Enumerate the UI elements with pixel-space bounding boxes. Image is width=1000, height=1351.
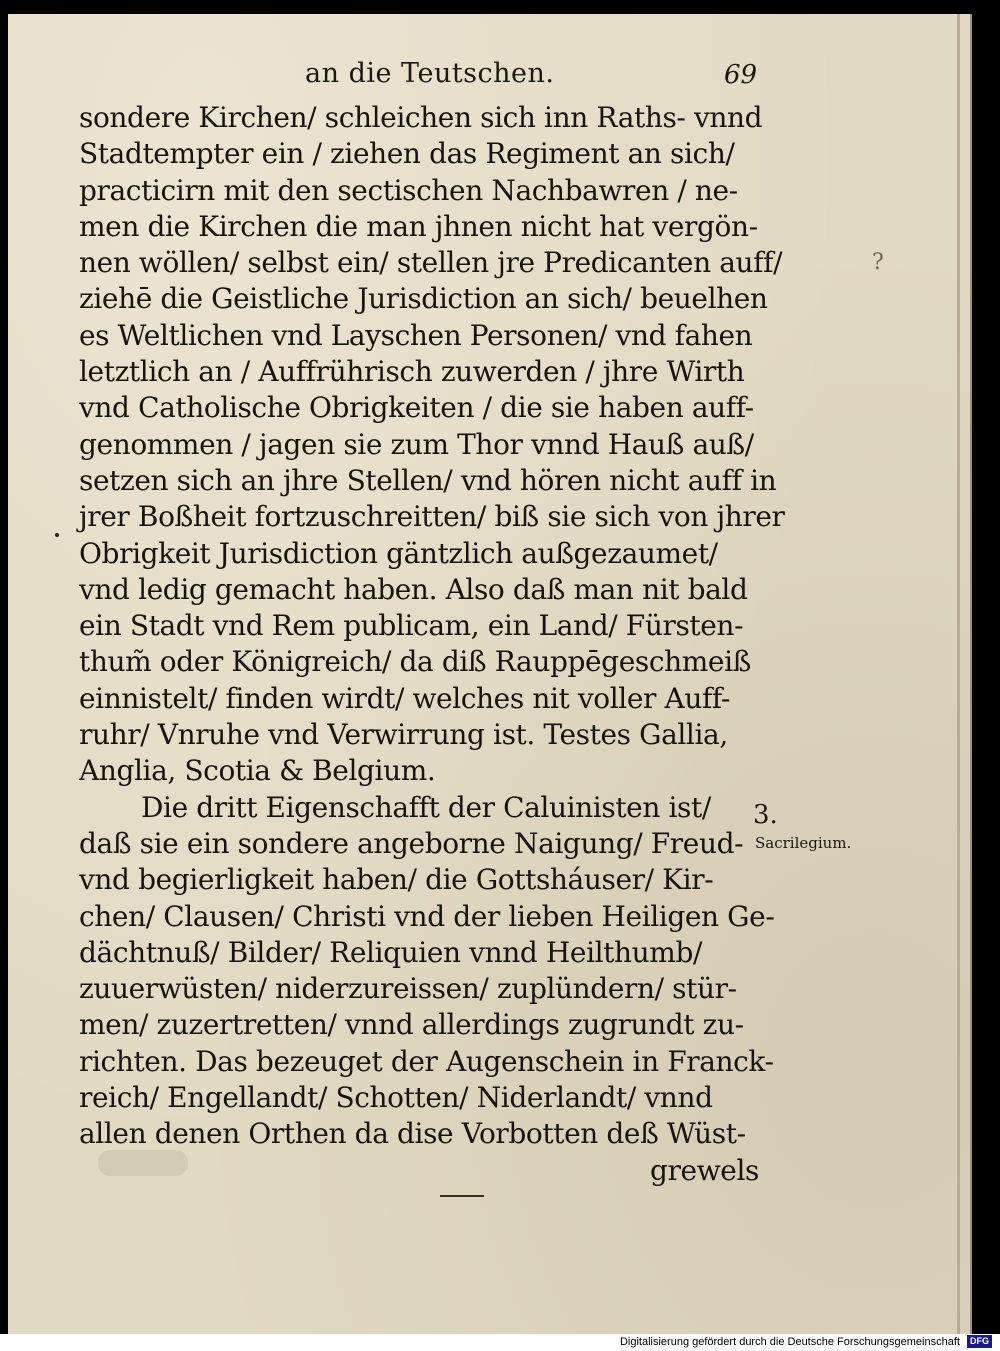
ink-smudge bbox=[98, 1150, 188, 1176]
footer-credit bbox=[620, 1334, 992, 1351]
catchword: grewels bbox=[650, 1153, 759, 1187]
text-line: Obrigkeit Jurisdiction gäntzlich außgezaumet/ bbox=[79, 536, 718, 570]
text-line: reich/ Engellandt/ Schotten/ Niderlandt/ vnnd bbox=[79, 1081, 713, 1115]
page-edge bbox=[957, 14, 960, 1334]
bottom-rule bbox=[440, 1195, 484, 1197]
text-line: ziehē die Geistliche Jurisdiction an sich/ beuelhen bbox=[79, 282, 768, 316]
text-line: vnd ledig gemacht haben. Also daß man nit bald bbox=[79, 572, 748, 606]
running-head: an die Teutschen. bbox=[305, 58, 555, 89]
text-line: vnd Catholische Obrigkeiten / die sie haben auff- bbox=[79, 391, 754, 425]
text-line: thum̃ oder Königreich/ da diß Rauppēgeschmeiß bbox=[79, 645, 751, 679]
text-line: setzen sich an jhre Stellen/ vnd hören nicht auff in bbox=[79, 463, 777, 497]
text-line: ein Stadt vnd Rem publicam, ein Land/ Fürsten- bbox=[79, 609, 744, 643]
text-line: nen wöllen/ selbst ein/ stellen jre Predicanten auff/ bbox=[79, 246, 783, 280]
text-line: Stadtempter ein / ziehen das Regiment an sich/ bbox=[79, 137, 735, 171]
margin-note: Sacrilegium. bbox=[755, 834, 852, 852]
text-line: ruhr/ Vnruhe vnd Verwirrung ist. Testes Gallia, bbox=[79, 718, 728, 752]
text-line: chen/ Clausen/ Christi vnd der lieben Heiligen Ge- bbox=[79, 899, 775, 933]
text-line: richten. Das bezeuget der Augenschein in Franck- bbox=[79, 1044, 774, 1078]
text-line: daß sie ein sondere angeborne Naigung/ Freud- bbox=[79, 826, 744, 860]
footer-credit-text: Digitalisierung gefördert durch die Deutsche Forschungsgemeinschaft bbox=[619, 1336, 960, 1348]
text-line: vnd begierligkeit haben/ die Gottsháuser/ Kir- bbox=[79, 863, 714, 897]
text-line: jrer Boßheit fortzuschreitten/ biß sie sich von jhrer bbox=[79, 500, 785, 534]
text-line: sondere Kirchen/ schleichen sich inn Raths- vnnd bbox=[79, 101, 763, 134]
ink-dot bbox=[55, 533, 59, 537]
text-line: einnistelt/ finden wirdt/ welches nit voller Auff- bbox=[79, 681, 730, 715]
body-text bbox=[79, 100, 785, 1189]
text-line: letztlich an / Auffrührisch zuwerden / jhre Wirth bbox=[79, 355, 745, 389]
text-line: es Weltlichen vnd Layschen Personen/ vnd fahen bbox=[79, 318, 753, 352]
text-line: men/ zuzertretten/ vnnd allerdings zugrundt zu- bbox=[79, 1008, 744, 1042]
margin-mark: ? bbox=[872, 250, 884, 275]
text-line: Anglia, Scotia & Belgium. bbox=[79, 754, 436, 788]
text-line: zuuerwüsten/ niderzureissen/ zuplündern/ stür- bbox=[79, 972, 737, 1006]
margin-number: 3. bbox=[753, 800, 778, 830]
text-line: practicirn mit den sectischen Nachbawren / ne- bbox=[79, 173, 738, 207]
footer-bar bbox=[0, 1334, 1000, 1351]
text-line: genommen / jagen sie zum Thor vnnd Hauß auß/ bbox=[79, 427, 754, 461]
text-line: dächtnuß/ Bilder/ Reliquien vnnd Heilthumb/ bbox=[79, 935, 702, 969]
page-number: 69 bbox=[724, 60, 758, 90]
paragraph-first-line: Die dritt Eigenschafft der Caluinisten ist/ bbox=[141, 790, 711, 824]
text-line: allen denen Orthen da dise Vorbotten deß Wüst- bbox=[79, 1117, 746, 1151]
text-line: men die Kirchen die man jhnen nicht hat vergön- bbox=[79, 209, 758, 243]
dfg-logo-icon: DFG bbox=[967, 1335, 992, 1348]
